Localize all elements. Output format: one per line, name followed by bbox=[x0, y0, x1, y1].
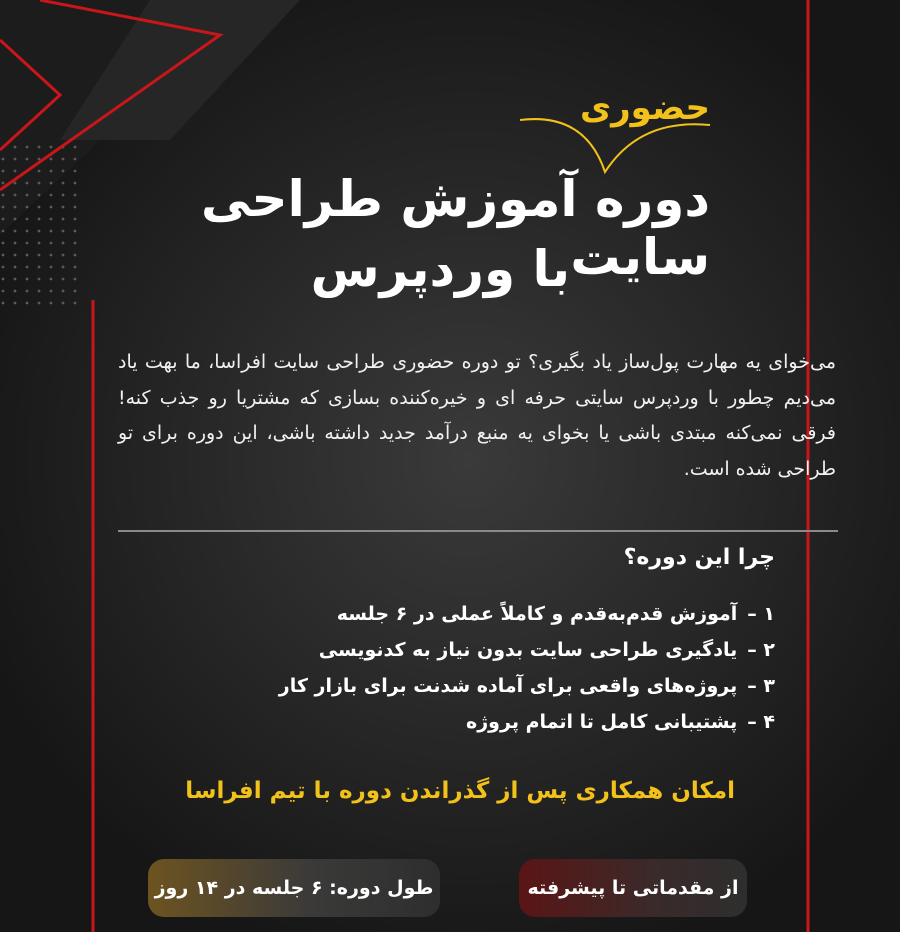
feature-text: آموزش قدم‌به‌قدم و کاملاً عملی در ۶ جلسه bbox=[336, 603, 738, 625]
level-badge: از مقدماتی تا پیشرفته bbox=[519, 859, 747, 917]
feature-number: ۴ – bbox=[747, 711, 775, 733]
feature-text: یادگیری طراحی سایت بدون نیاز به کدنویسی bbox=[318, 639, 738, 661]
in-person-tag: حضوری bbox=[579, 88, 710, 128]
why-heading: چرا این دوره؟ bbox=[623, 545, 775, 570]
divider bbox=[118, 530, 838, 532]
title-line-1: دوره آموزش طراحی سایت bbox=[200, 170, 710, 286]
feature-list bbox=[200, 596, 775, 740]
feature-item bbox=[200, 668, 775, 704]
feature-number: ۳ – bbox=[747, 675, 775, 697]
feature-text: پشتیبانی کامل تا اتمام پروژه bbox=[466, 711, 738, 733]
feature-number: ۱ – bbox=[747, 603, 775, 625]
intro-paragraph: می‌خوای یه مهارت پول‌ساز یاد بگیری؟ تو دوره حضوری طراحی سایت افراسا، ما بهت یاد می‌دیم چطور با وردپرس سایتی حرفه ای و خیره‌کننده بسازی که مشتریا رو جذب کنه! فرقی نمی‌کنه مبتدی باشی یا بخوای یه منبع درآمد جدید داشته باشی، این دوره برای تو طراحی شده است. bbox=[118, 351, 836, 480]
feature-item bbox=[200, 596, 775, 632]
feature-item bbox=[200, 704, 775, 740]
feature-item bbox=[200, 632, 775, 668]
feature-number: ۲ – bbox=[747, 639, 775, 661]
collaboration-note: امکان همکاری پس از گذراندن دوره با تیم افراسا bbox=[185, 778, 735, 804]
duration-badge: طول دوره: ۶ جلسه در ۱۴ روز bbox=[148, 859, 440, 917]
title-line-2: با وردپرس bbox=[310, 240, 570, 298]
feature-text: پروژه‌های واقعی برای آماده شدنت برای بازار کار bbox=[278, 675, 738, 697]
dot-grid bbox=[0, 140, 85, 310]
